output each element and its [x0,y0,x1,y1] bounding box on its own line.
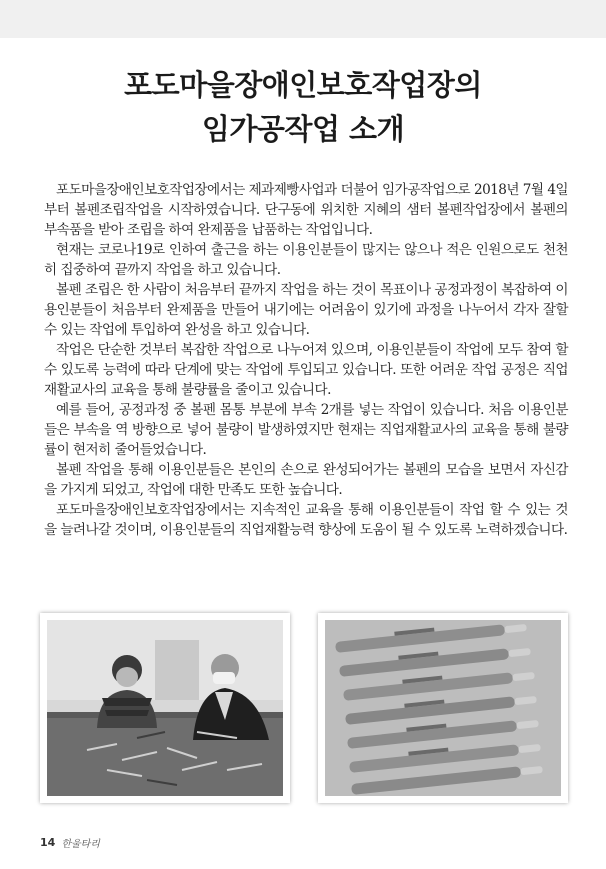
title-line-1: 포도마을장애인보호작업장의 [124,68,482,102]
page-footer [40,832,100,852]
magazine-logo: 한울타리 [61,838,100,850]
page-title [0,63,606,151]
paragraph: 포도마을장애인보호작업장에서는 지속적인 교육을 통해 이용인분들이 작업 할 수 있는 것을 늘려나갈 것이며, 이용인분들의 직업재활능력 향상에 도움이 될 수 있도록 노력하겠습니다. [44,502,568,538]
top-band [0,0,606,38]
paragraph: 포도마을장애인보호작업장에서는 제과제빵사업과 더불어 임가공작업으로 2018년 7월 4일 부터 볼펜조립작업을 시작하였습니다. 단구동에 위치한 지혜의 샘터 볼펜작업장에서 볼펜의 부속품을 받아 조립을 하여 완제품을 납품하는 작업입니다. [44,182,568,238]
paragraph: 볼펜 작업을 통해 이용인분들은 본인의 손으로 완성되어가는 볼펜의 모습을 보면서 자신감을 가지게 되었고, 작업에 대한 만족도 또한 높습니다. [44,462,568,498]
workers-photo-image [47,620,283,796]
page-number: 14 [40,835,56,849]
paragraph: 작업은 단순한 것부터 복잡한 작업으로 나누어져 있으며, 이용인분들이 작업에 모두 참여 할 수 있도록 능력에 따라 단계에 맞는 작업에 투입되고 있습니다. 또한 어려운 작업 공정은 직업재활교사의 교육을 통해 불량률을 줄이고 있습니다. [44,342,568,398]
paragraph: 볼펜 조립은 한 사람이 처음부터 끝까지 작업을 하는 것이 목표이나 공정과정이 복잡하여 이용인분들이 처음부터 완제품을 만들어 내기에는 어려움이 있기에 과정을 나누어서 각자 잘할 수 있는 작업에 투입하여 완성을 하고 있습니다. [44,282,568,338]
paragraph: 예를 들어, 공정과정 중 볼펜 몸통 부분에 부속 2개를 넣는 작업이 있습니다. 처음 이용인분들은 부속을 역 방향으로 넣어 불량이 발생하였지만 현재는 직업재활교사의 교육을 통해 불량률이 현저히 줄어들었습니다. [44,402,568,458]
photo-workers [40,613,290,803]
title-line-2: 임가공작업 소개 [201,112,405,146]
paragraph: 현재는 코로나19로 인하여 출근을 하는 이용인분들이 많지는 않으나 적은 인원으로도 천천히 집중하여 끝까지 작업을 하고 있습니다. [44,242,568,278]
photo-pens [318,613,568,803]
article-body [44,180,568,540]
pens-photo-image [325,620,561,796]
